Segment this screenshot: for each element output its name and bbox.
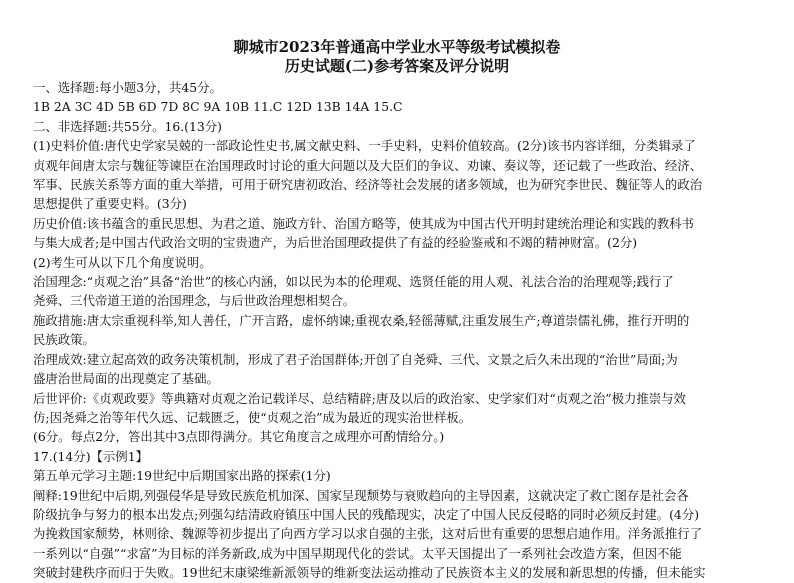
text-line: 为挽救国家颓势，林则徐、魏源等初步提出了向西方学习以求自强的主张，这对后世有重要的思想启迪作用。洋务派推行了 bbox=[33, 526, 703, 542]
document-body bbox=[33, 78, 761, 583]
text-line: 仿;因尧舜之治等年代久远、记载匮乏，使“贞观之治”成为最近的现实治世样板。 bbox=[33, 409, 472, 425]
text-line: 突破封建秩序而归于失败。19世纪末康梁维新派领导的维新变法运动推动了民族资本主义的发展和新思想的传播，但未能实 bbox=[33, 565, 706, 581]
text-line: 与集大成者;是中国古代政治文明的宝贵遗产，为后世治国理政提供了有益的经验鉴戒和不竭的精神财富。(2分) bbox=[33, 235, 638, 251]
document-title: 聊城市2023年普通高中学业水平等级考试模拟卷 bbox=[233, 38, 561, 56]
text-line: (6分。每点2分，答出其中3点即得满分。其它角度言之成理亦可酌情给分。) bbox=[33, 429, 445, 445]
text-line: 17.(14分)【示例1】 bbox=[33, 448, 148, 464]
document-subtitle: 历史试题(二)参考答案及评分说明 bbox=[284, 57, 510, 75]
text-line: 治国理念:“贞观之治”具备“治世”的核心内涵，如以民为本的伦理观、选贤任能的用人观、礼法合治的治理观等;践行了 bbox=[33, 274, 674, 290]
text-line: (1)史料价值:唐代史学家吴兢的一部政论性史书,属文献史料、一手史料，史料价值较高。(2分)该书内容详细，分类辑录了 bbox=[33, 138, 696, 154]
text-line: 二、非选择题:共55分。16.(13分) bbox=[33, 118, 222, 134]
text-line: 第五单元学习主题:19世纪中后期国家出路的探索(1分) bbox=[33, 468, 331, 484]
text-line: 民族政策。 bbox=[33, 332, 95, 348]
text-line: (2)考生可从以下几个角度说明。 bbox=[33, 254, 212, 270]
text-line: 治理成效:建立起高效的政务决策机制，形成了君子治国群体;开创了自尧舜、三代、文景之后久未出现的“治世”局面;为 bbox=[33, 351, 678, 367]
text-line: 一系列以“自强”“求富”为目标的洋务新政,成为中国早期现代化的尝试。太平天国提出了一系列社会改造方案，但因不能 bbox=[33, 545, 682, 561]
text-line: 贞观年间唐太宗与魏征等谏臣在治国理政时讨论的重大问题以及大臣们的争议、劝谏、奏议等，还记载了一些政治、经济、 bbox=[33, 157, 703, 173]
text-line: 历史价值:该书蕴含的重民思想、为君之道、施政方针、治国方略等，使其成为中国古代开明封建统治理论和实践的教科书 bbox=[33, 215, 694, 231]
text-line: 一、选择题:每小题3分，共45分。 bbox=[33, 80, 222, 95]
text-line: 思想提供了重要史料。(3分) bbox=[33, 196, 187, 212]
text-line: 阶级抗争与努力的根本出发点;列强勾结清政府镇压中国人民的残酷现实，决定了中国人民反侵略的同时必须反封建。(4分) bbox=[33, 506, 700, 522]
text-line: 尧舜、三代帝道王道的治国理念，与后世政治理想相契合。 bbox=[33, 293, 356, 309]
text-line: 军事、民族关系等方面的重大举措，可用于研究唐初政治、经济等社会发展的诸多领域，也为研究李世民、魏征等人的政治 bbox=[33, 177, 703, 193]
text-line: 后世评价:《贞观政要》等典籍对贞观之治记载详尽、总结精辟;唐及以后的政治家、史学家们对“贞观之治”极力推崇与效 bbox=[33, 390, 686, 406]
text-line: 阐释:19世纪中后期,列强侵华是导致民族危机加深、国家呈现颓势与衰败趋向的主导因素，这就决定了救亡图存是社会各 bbox=[33, 487, 689, 503]
text-line: 施政措施:唐太宗重视科举,知人善任，广开言路，虚怀纳谏;重视农桑,轻徭薄赋,注重发展生产;尊道崇儒礼佛，推行开明的 bbox=[33, 312, 690, 328]
text-line: 盛唐治世局面的出现奠定了基础。 bbox=[33, 371, 219, 387]
text-line: 1B 2A 3C 4D 5B 6D 7D 8C 9A 10B 11.C 12D 13B 14A 15.C bbox=[33, 99, 403, 115]
